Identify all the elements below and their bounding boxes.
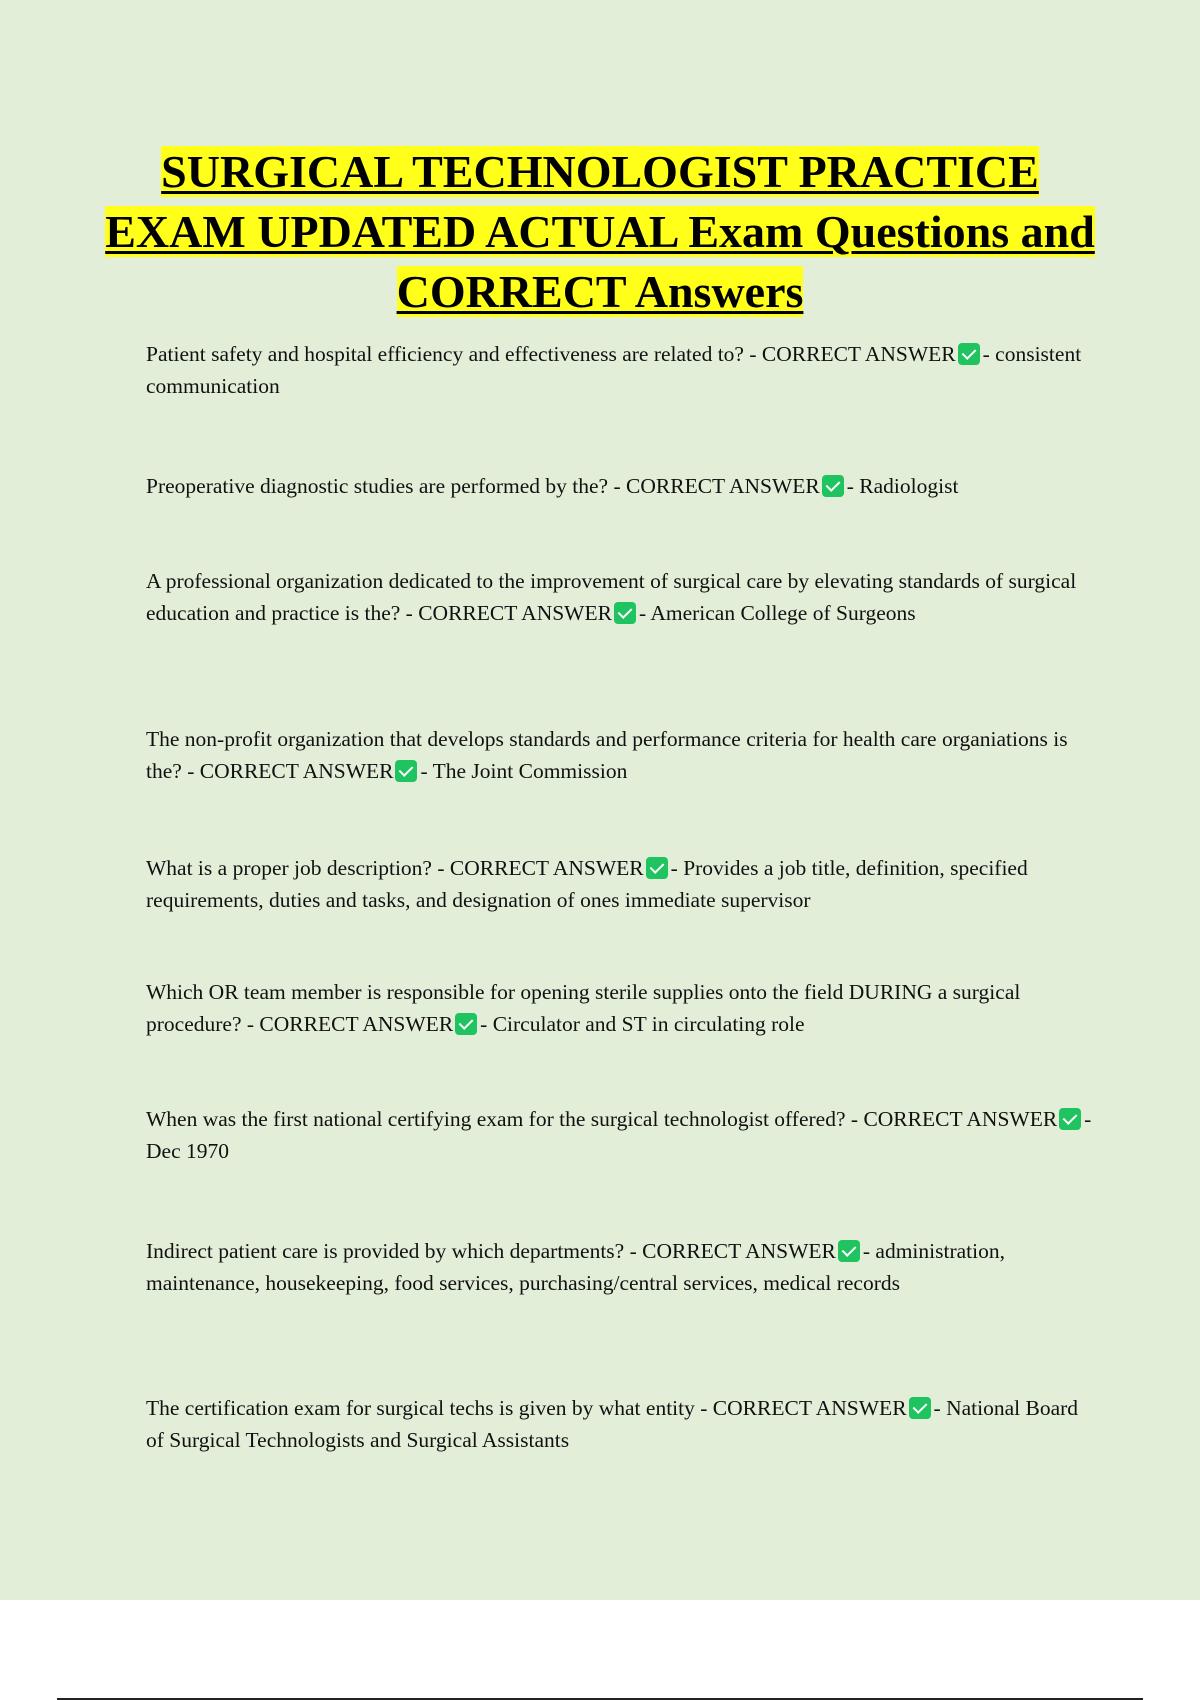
question-text: The non-profit organization that develops standards and performance criteria for health care organiations is the? [146, 727, 1068, 783]
checkmark-icon [395, 760, 417, 782]
qa-item: What is a proper job description? - CORRECT ANSWER - Provides a job title, definition, specified requirements, duties and tasks, and designation of ones immediate supervisor [146, 856, 1028, 912]
question-text: The certification exam for surgical techs is given by what entity [146, 1396, 695, 1420]
question-text: What is a proper job description? [146, 856, 432, 880]
answer-text: Circulator and ST in circulating role [492, 1012, 805, 1036]
qa-item: The non-profit organization that develops standards and performance criteria for health care organiations is the? - CORRECT ANSWER - The Joint Commission [146, 727, 1068, 783]
answer-text: Radiologist [859, 474, 959, 498]
answer-label: CORRECT ANSWER [199, 759, 394, 783]
question-text: Patient safety and hospital efficiency and effectiveness are related to? [146, 342, 744, 366]
checkmark-icon [614, 602, 636, 624]
qa-item: When was the first national certifying exam for the surgical technologist offered? - CORRECT ANSWER - Dec 1970 [146, 1107, 1092, 1163]
title-block [100, 142, 1100, 322]
checkmark-icon [455, 1013, 477, 1035]
qa-item: Which OR team member is responsible for opening sterile supplies onto the field DURING a surgical procedure? - CORRECT ANSWER - Circulator and ST in circulating role [146, 980, 1021, 1036]
qa-item: The certification exam for surgical techs is given by what entity - CORRECT ANSWER - National Board of Surgical Technologists and Surgical Assistants [146, 1396, 1079, 1452]
question-text: Which OR team member is responsible for opening sterile supplies onto the field DURING a surgical procedure? [146, 980, 1021, 1036]
answer-label: CORRECT ANSWER [712, 1396, 907, 1420]
answer-label: CORRECT ANSWER [626, 474, 820, 498]
qa-item: A professional organization dedicated to the improvement of surgical care by elevating standards of surgical education and practice is the? - CORRECT ANSWER - American College of Surgeons [146, 569, 1077, 625]
question-text: A professional organization dedicated to the improvement of surgical care by elevating standards of surgical education and practice is the? [146, 569, 1077, 625]
answer-label: CORRECT ANSWER [642, 1239, 836, 1263]
question-text: When was the first national certifying exam for the surgical technologist offered? [146, 1107, 846, 1131]
question-text: Indirect patient care is provided by which departments? [146, 1239, 625, 1263]
answer-label: CORRECT ANSWER [259, 1012, 454, 1036]
answer-text: American College of Surgeons [650, 601, 916, 625]
qa-item: Preoperative diagnostic studies are performed by the? - CORRECT ANSWER - Radiologist [146, 474, 959, 498]
checkmark-icon [838, 1240, 860, 1262]
answer-label: CORRECT ANSWER [863, 1107, 1058, 1131]
answer-text: The Joint Commission [432, 759, 628, 783]
answer-text: Dec 1970 [146, 1139, 229, 1163]
qa-item: Patient safety and hospital efficiency and effectiveness are related to? - CORRECT ANSWER - consistent communication [146, 342, 1082, 398]
answer-label: CORRECT ANSWER [449, 856, 644, 880]
question-text: Preoperative diagnostic studies are performed by the? [146, 474, 609, 498]
checkmark-icon [909, 1397, 931, 1419]
answer-label: CORRECT ANSWER [761, 342, 956, 366]
checkmark-icon [958, 343, 980, 365]
checkmark-icon [646, 857, 668, 879]
answer-text: National Board of Surgical Technologists and Surgical Assistants [146, 1396, 1079, 1452]
answer-text: administration, maintenance, housekeeping, food services, purchasing/central services, medical records [146, 1239, 1005, 1295]
document-title: SURGICAL TECHNOLOGIST PRACTICE EXAM UPDATED ACTUAL Exam Questions and CORRECT Answers [105, 146, 1095, 317]
checkmark-icon [822, 475, 844, 497]
answer-text: Provides a job title, definition, specified requirements, duties and tasks, and designation of ones immediate supervisor [146, 856, 1028, 912]
answer-label: CORRECT ANSWER [418, 601, 612, 625]
checkmark-icon [1059, 1108, 1081, 1130]
qa-item: Indirect patient care is provided by which departments? - CORRECT ANSWER - administration, maintenance, housekeeping, food services, purchasing/central services, medical records [146, 1239, 1005, 1295]
answer-text: consistent communication [146, 342, 1082, 398]
